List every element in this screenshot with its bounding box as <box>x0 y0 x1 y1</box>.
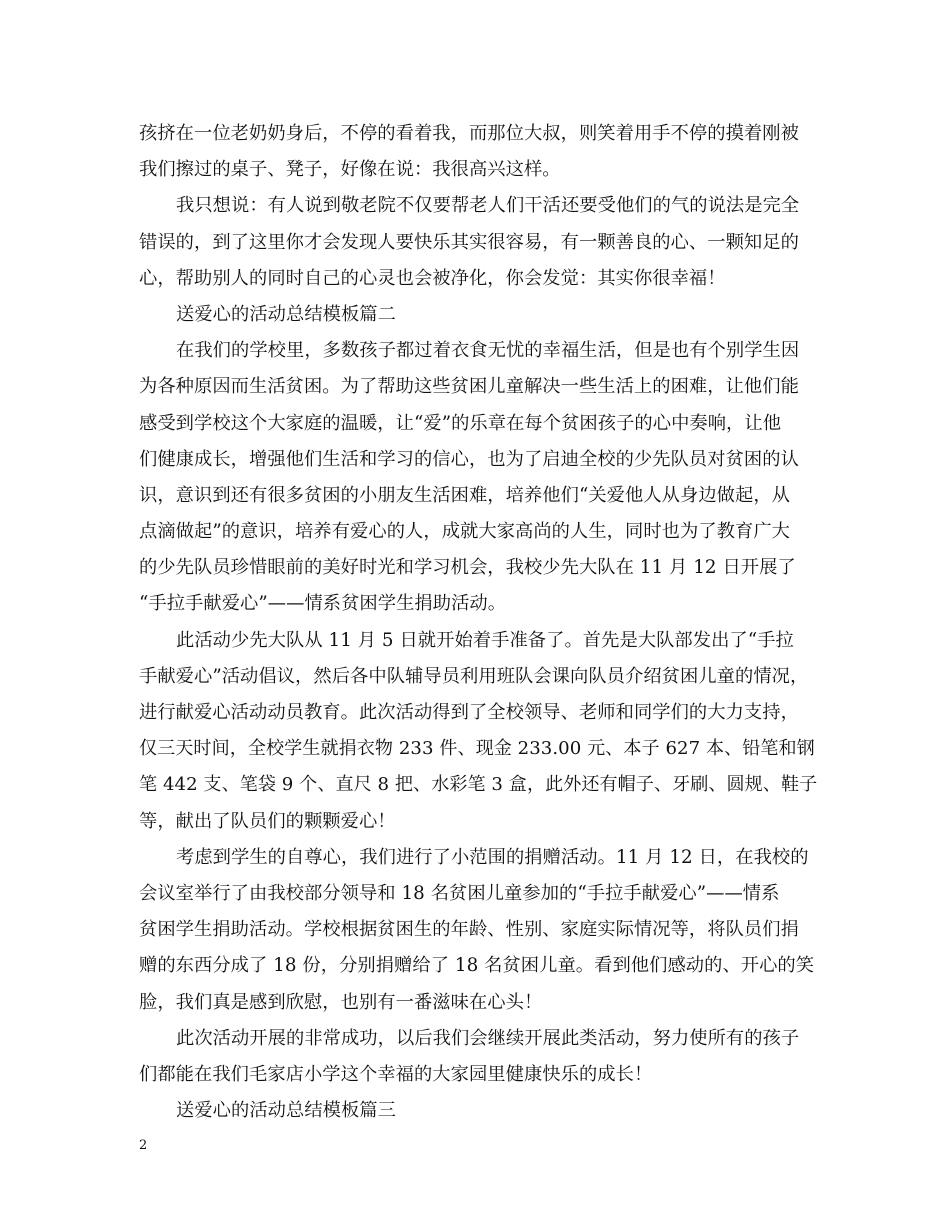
text-line: 此活动少先大队从 11 月 5 日就开始着手准备了。首先是大队部发出了“手拉 <box>176 629 794 651</box>
text-line: “手拉手献爱心”——情系贫困学生捐助活动。 <box>139 593 507 615</box>
text-line: 脸，我们真是感到欣慰，也别有一番滋味在心头！ <box>139 991 543 1013</box>
page-number: 2 <box>139 1138 148 1153</box>
text-line: 等，献出了队员们的颗颗爱心！ <box>139 810 396 832</box>
text-line: 孩挤在一位老奶奶身后，不停的看着我，而那位大叔，则笑着用手不停的摸着刚被 <box>139 123 799 144</box>
text-line: 我们擦过的桌子、凳子，好像在说：我很高兴这样。 <box>139 159 561 181</box>
text-line: 在我们的学校里，多数孩子都过着衣食无忧的幸福生活，但是也有个别学生因 <box>176 340 800 362</box>
text-line: 进行献爱心活动动员教育。此次活动得到了全校领导、老师和同学们的大力支持， <box>139 702 799 723</box>
text-line: 们健康成长，增强他们生活和学习的信心，也为了启迪全校的少先队员对贫困的认 <box>139 448 799 470</box>
text-line: 送爱心的活动总结模板篇三 <box>176 1100 396 1122</box>
text-line: 会议室举行了由我校部分领导和 18 名贫困儿童参加的“手拉手献爱心”——情系 <box>139 882 780 904</box>
text-line: 们都能在我们毛家店小学这个幸福的大家园里健康快乐的成长！ <box>139 1063 653 1085</box>
text-line: 心，帮助别人的同时自己的心灵也会被净化，你会发觉：其实你很幸福！ <box>139 267 726 289</box>
text-line: 感受到学校这个大家庭的温暖，让“爱”的乐章在每个贫困孩子的心中奏响，让他 <box>139 412 782 434</box>
text-line: 赠的东西分成了 18 份，分别捐赠给了 18 名贫困儿童。看到他们感动的、开心的笑 <box>139 955 815 977</box>
document-body <box>139 116 819 1129</box>
text-line: 为各种原因而生活贫困。为了帮助这些贫困儿童解决一些生活上的困难，让他们能 <box>139 376 799 398</box>
text-line: 此次活动开展的非常成功，以后我们会继续开展此类活动，努力使所有的孩子 <box>176 1027 800 1049</box>
text-line: 贫困学生捐助活动。学校根据贫困生的年龄、性别、家庭实际情况等，将队员们捐 <box>139 919 799 941</box>
text-line: 识，意识到还有很多贫困的小朋友生活困难，培养他们“关爱他人从身边做起，从 <box>139 484 790 506</box>
text-line: 考虑到学生的自尊心，我们进行了小范围的捐赠活动。11 月 12 日，在我校的 <box>176 846 809 868</box>
text-line: 手献爱心”活动倡议，然后各中队辅导员利用班队会课向队员介绍贫困儿童的情况， <box>139 665 809 687</box>
text-line: 我只想说：有人说到敬老院不仅要帮老人们干活还要受他们的气的说法是完全 <box>176 195 800 217</box>
text-line: 点滴做起”的意识，培养有爱心的人，成就大家高尚的人生，同时也为了教育广大 <box>139 521 790 543</box>
text-line: 笔 442 支、笔袋 9 个、直尺 8 把、水彩笔 3 盒，此外还有帽子、牙刷、圆规、鞋子 <box>139 774 818 796</box>
text-line: 仅三天时间，全校学生就捐衣物 233 件、现金 233.00 元、本子 627 本、铅笔和钢 <box>139 738 815 760</box>
text-line: 错误的，到了这里你才会发现人要快乐其实很容易，有一颗善良的心、一颗知足的 <box>139 231 799 253</box>
text-line: 的少先队员珍惜眼前的美好时光和学习机会，我校少先大队在 11 月 12 日开展了 <box>139 557 796 579</box>
text-line: 送爱心的活动总结模板篇二 <box>176 303 396 325</box>
